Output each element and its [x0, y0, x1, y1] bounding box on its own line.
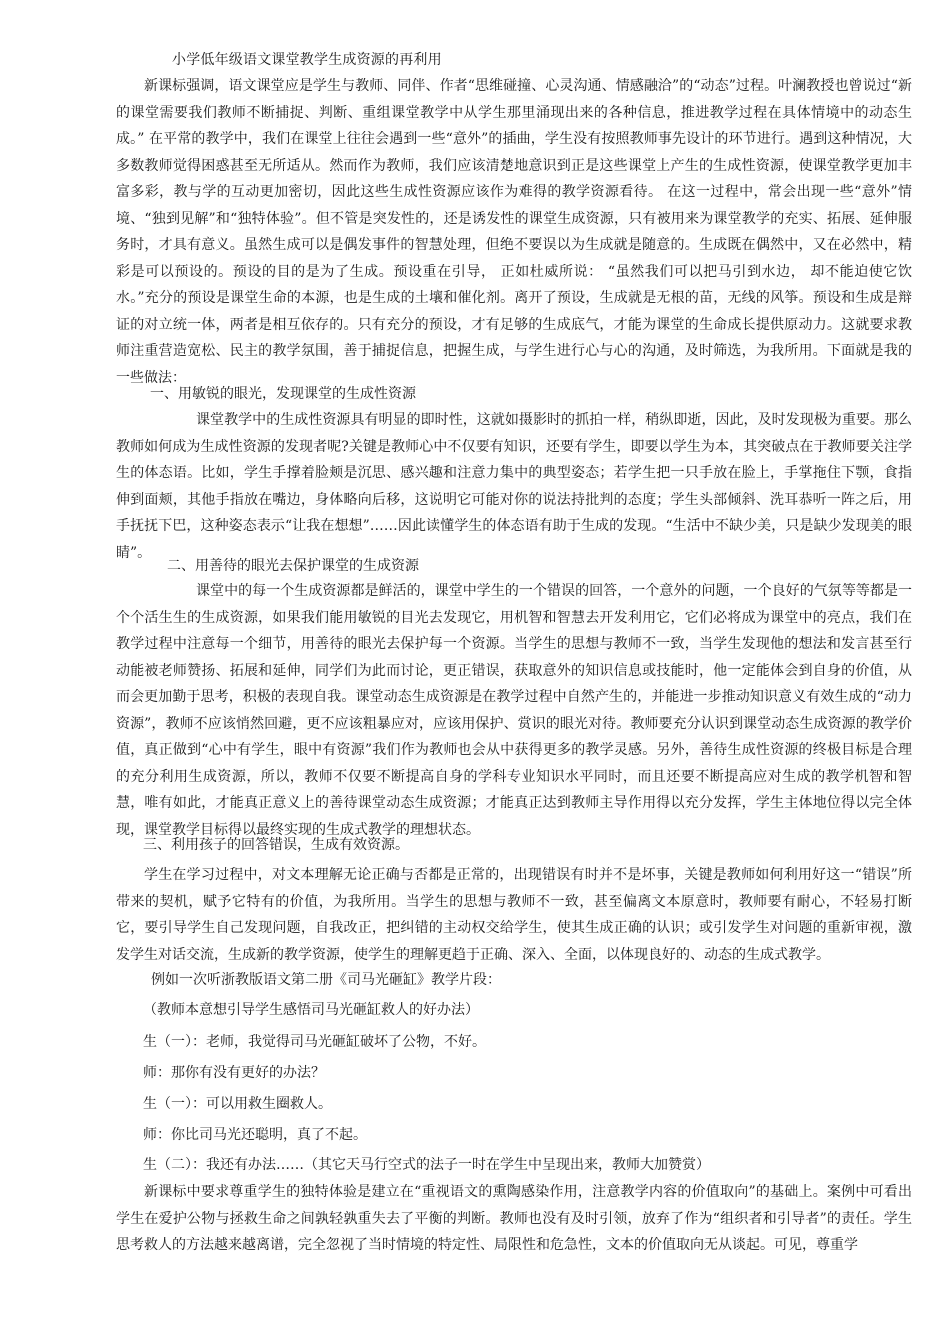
- conclusion-paragraph: 新课标中要求尊重学生的独特体验是建立在“重视语文的熏陶感染作用，注意教学内容的价值取向”的基础上。案例中可看出学生在爱护公物与拯救生命之间孰轻孰重失去了平衡的判断。教师也没有及时引领，放弃了作为“组织者和引导者”的责任。学生思考救人的方法越来越离谱，完全忽视了当时情境的特定性、局限性和危急性，文本的价值取向无从谈起。可见，尊重学: [116, 1184, 912, 1253]
- section-2-paragraph: 课堂中的每一个生成资源都是鲜活的，课堂中学生的一个错误的回答，一个意外的问题，一个良好的气氛等等都是一个个活生生的生成资源，如果我们能用敏锐的目光去发现它，用机智和智慧去开发利用它，它们必将成为课堂中的亮点，我们在教学过程中注意每一个细节，用善待的眼光去保护每一个资源。当学生的思想与教师不一致，当学生发现他的想法和发言甚至行动能被老师赞扬、拓展和延伸，同学们为此而讨论，更正错误，获取意外的知识信息或技能时，他一定能体会到自身的价值，从而会更加勤于思考，积极的表现自我。课堂动态生成资源是在教学过程中自然产生的，并能进一步推动知识意义有效生成的“动力资源”，教师不应该悄然回避，更不应该粗暴应对，应该用保护、赏识的眼光对待。教师要充分认识到课堂动态生成资源的教学价值，真正做到“心中有学生，眼中有资源”我们作为教师也会从中获得更多的教学灵感。另外，善待生成性资源的终极目标是合理的充分利用生成资源，所以，教师不仅要不断提高自身的学科专业知识水平同时，而且还要不断提高应对生成的教学机智和智慧，唯有如此，才能真正意义上的善待课堂动态生成资源；才能真正达到教师主导作用得以充分发挥，学生主体地位得以完全体现，课堂教学目标得以最终实现的生成式教学的理想状态。: [116, 583, 912, 838]
- dialogue-line: 生（一）：老师，我觉得司马光砸缸破坏了公物，不好。: [143, 1034, 486, 1050]
- dialogue-line: 师：你比司马光还聪明，真了不起。: [143, 1127, 367, 1143]
- dialogue-line: 师：那你有没有更好的办法？: [143, 1065, 325, 1081]
- section-3-heading: 三、利用孩子的回答错误，生成有效资源。: [143, 837, 409, 853]
- dialogue-line: （教师本意想引导学生感悟司马光砸缸救人的好办法）: [143, 1002, 479, 1018]
- example-intro: 例如一次听浙教版语文第二册《司马光砸缸》教学片段：: [151, 972, 501, 988]
- document-title: 小学低年级语文课堂教学生成资源的再利用: [172, 52, 442, 68]
- dialogue-line: 生（二）：我还有办法……（其它天马行空式的法子一时在学生中呈现出来，教师大加赞赏）: [143, 1157, 710, 1173]
- section-1-paragraph: 课堂教学中的生成性资源具有明显的即时性，这就如摄影时的抓拍一样，稍纵即逝，因此，及时发现极为重要。那么教师如何成为生成性资源的发现者呢?关键是教师心中不仅要有知识，还要有学生，即要以学生为本，其突破点在于教师要关注学生的体态语。比如，学生手撑着脸颊是沉思、感兴趣和注意力集中的典型姿态；若学生把一只手放在脸上，手掌拖住下颚，食指伸到面颊，其他手指放在嘴边，身体略向后移，这说明它可能对你的说法持批判的态度；学生头部倾斜、洗耳恭听一阵之后，用手抚抚下巴，这种姿态表示“让我在想想”……因此读懂学生的体态语有助于生成的发现。“生活中不缺少美，只是缺少发现美的眼睛”。: [116, 412, 912, 561]
- section-2-heading: 二、用善待的眼光去保护课堂的生成资源: [167, 558, 419, 574]
- intro-paragraph: 新课标强调，语文课堂应是学生与教师、同伴、作者“思维碰撞、心灵沟通、情感融洽”的“动态”过程。叶澜教授也曾说过“新的课堂需要我们教师不断捕捉、判断、重组课堂教学中从学生那里涌现出来的各种信息，推进教学过程在具体情境中的动态生成。” 在平常的教学中，我们在课堂上往往会遇到一些“意外”的插曲，学生没有按照教师事先设计的环节进行。遇到这种情况，大多数教师觉得困惑甚至无所适从。然而作为教师，我们应该清楚地意识到正是这些课堂上产生的生成性资源，使课堂教学更加丰富多彩，教与学的互动更加密切，因此这些生成性资源应该作为难得的教学资源看待。 在这一过程中，常会出现一些“意外”情境、“独到见解”和“独特体验”。但不管是突发性的，还是诱发性的课堂生成资源，只有被用来为课堂教学的充实、拓展、延伸服务时，才具有意义。虽然生成可以是偶发事件的智慧处理，但绝不要误以为生成就是随意的。生成既在偶然中，又在必然中，精彩是可以预设的。预设的目的是为了生成。预设重在引导， 正如杜威所说： “虽然我们可以把马引到水边， 却不能迫使它饮水。”充分的预设是课堂生命的本源，也是生成的土壤和催化剂。离开了预设，生成就是无根的苗，无线的风筝。预设和生成是辩证的对立统一体，两者是相互依存的。只有充分的预设，才有足够的生成底气，才能为课堂的生命成长提供原动力。这就要求教师注重营造宽松、民主的教学氛围，善于捕捉信息，把握生成，与学生进行心与心的沟通，及时筛选，为我所用。下面就是我的一些做法：: [116, 78, 912, 386]
- dialogue-line: 生（一）：可以用救生圈救人。: [143, 1096, 332, 1112]
- section-1-heading: 一、用敏锐的眼光，发现课堂的生成性资源: [150, 386, 416, 402]
- section-3-paragraph: 学生在学习过程中，对文本理解无论正确与否都是正常的，出现错误有时并不是坏事，关键是教师如何利用好这一“错误”所带来的契机，赋予它特有的价值，为我所用。当学生的思想与教师不一致，甚至偏离文本原意时，教师要有耐心，不轻易打断它，要引导学生自己发现问题，自我改正，把纠错的主动权交给学生，使其生成正确的认识；或引发学生对问题的重新审视，激发学生对话交流，生成新的教学资源，使学生的理解更趋于正确、深入、全面，以体现良好的、动态的生成式教学。: [116, 867, 912, 963]
